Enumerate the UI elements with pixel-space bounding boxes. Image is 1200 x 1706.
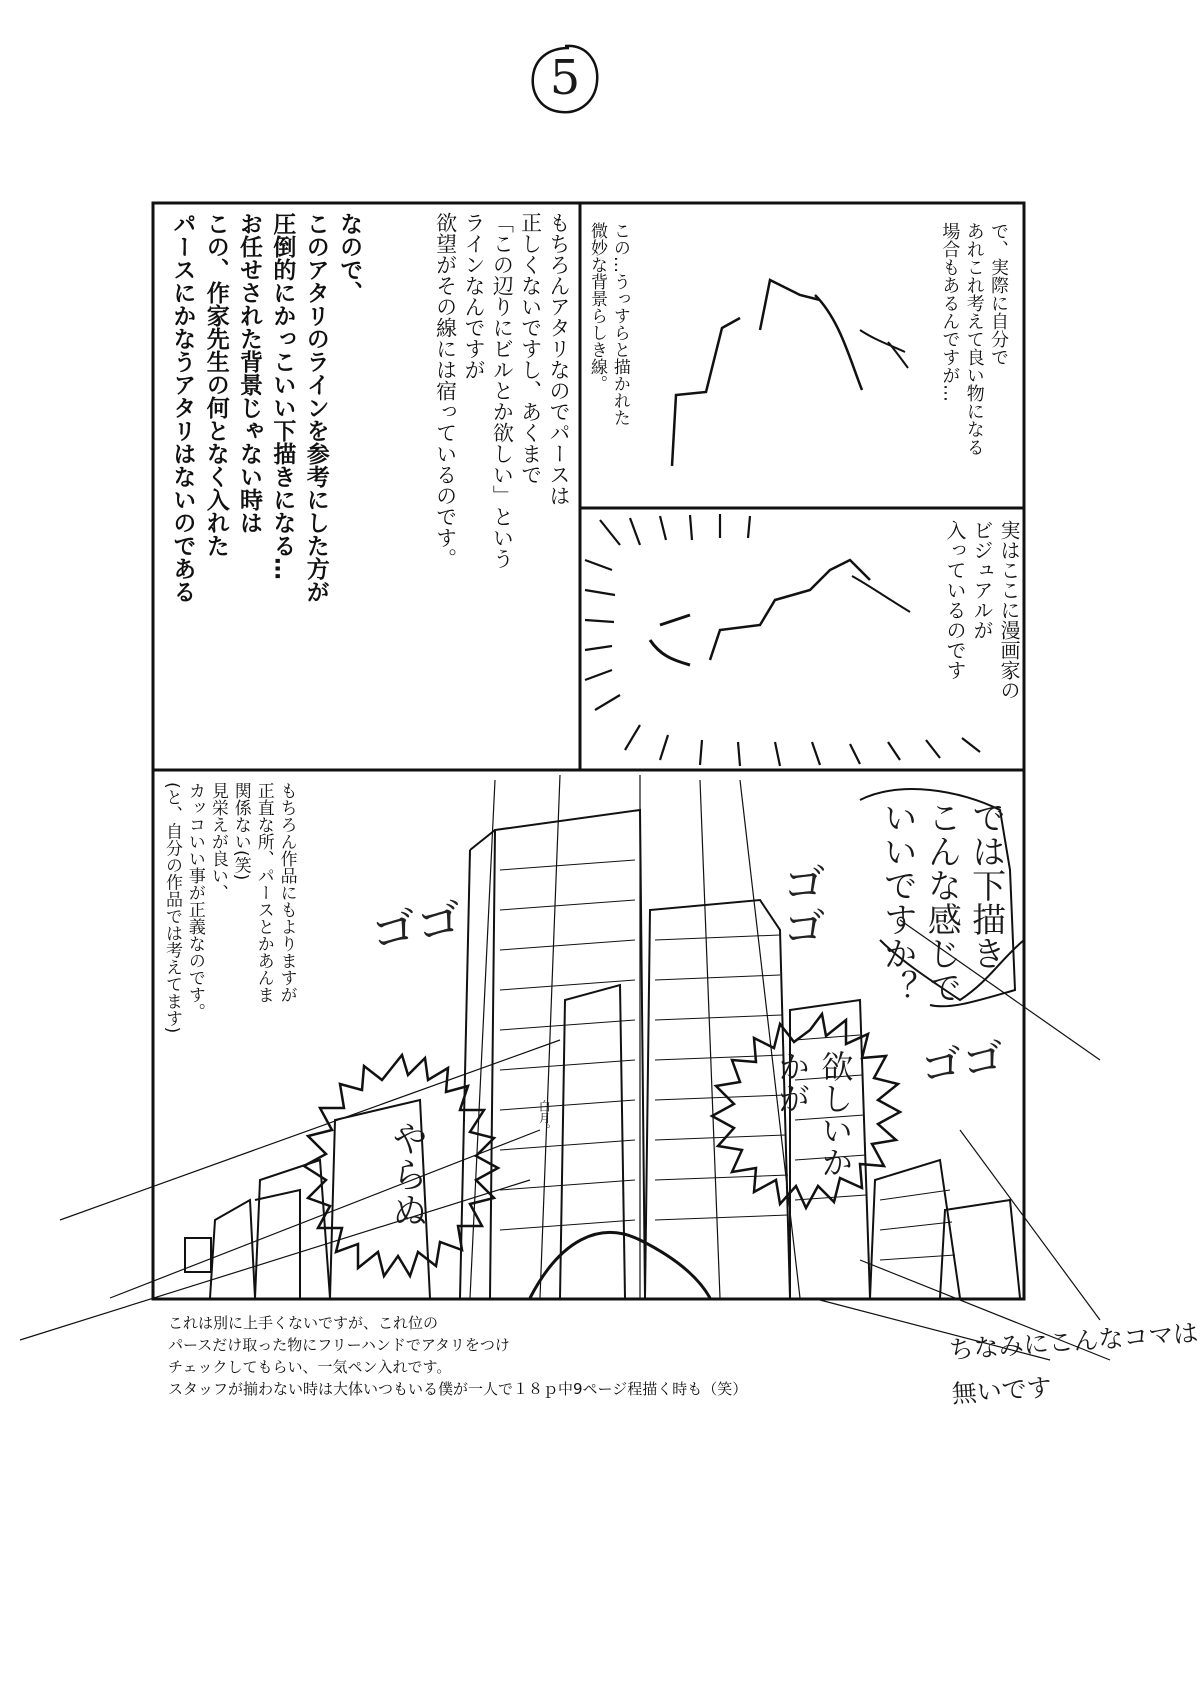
sfx-left: ゴゴ: [366, 891, 467, 961]
panel1-caption: で、実際に自分で あれこれ考えて良い物になる 場合もあるんですが…: [939, 222, 1009, 456]
text-block: [165, 212, 573, 762]
bubble-left-text: やらぬ: [386, 1120, 428, 1228]
sfx-right: ゴゴ: [917, 1032, 1008, 1093]
footer-notes: [168, 1312, 747, 1400]
footer-line: スタッフが揃わない時は大体いつもいる僕が一人で１８ｐ中9ページ程描く時も（笑）: [168, 1380, 748, 1398]
footer-handwritten: ちなみにこんなコマは 無いです: [947, 1318, 1200, 1409]
bubble-right-text: 欲しいか かが: [773, 1050, 855, 1178]
sfx-center: ゴゴ: [774, 860, 826, 948]
footer-line: これは別に上手くないですが、これ位の: [168, 1314, 439, 1332]
footer-line: チェックしてもらい、一気ペン入れです。: [168, 1358, 452, 1376]
page-number-text: 5: [549, 50, 581, 106]
footer-line: パースだけ取った物にフリーハンドでアタリをつけ: [168, 1336, 510, 1354]
text-block-normal: もちろんアタリなのでパースは 正しくないですし、あくまで 「この辺りにビルとか欲しい」という ラインなんですが 欲望がその線には宿っているのです。: [433, 212, 571, 569]
text-block-bold: なので、 このアタリのラインを参考にした方が 圧倒的にかっこいい下描きになる… お任せされた背景じゃない時は この、作家先生の何となく入れた パースにかなうアタリはないのである: [169, 212, 363, 603]
panel4-speech: では下描き こんな感じで いいですか？: [877, 800, 1006, 1004]
building-sign: 白月。: [537, 1100, 552, 1136]
panel2-caption: この…うっすらと描かれた 微妙な背景らしき線。: [586, 222, 630, 426]
panel4-caption: もちろん作品にもよりますが 正直な所、パースとかあんま 関係ない(笑) 見栄えが良い、 カッコいい事が正義なのです。 (と、自分の作品では考えてます): [161, 782, 297, 1034]
panel3-caption: 実はここに漫画家の ビジュアルが 入っているのです: [943, 520, 1021, 700]
